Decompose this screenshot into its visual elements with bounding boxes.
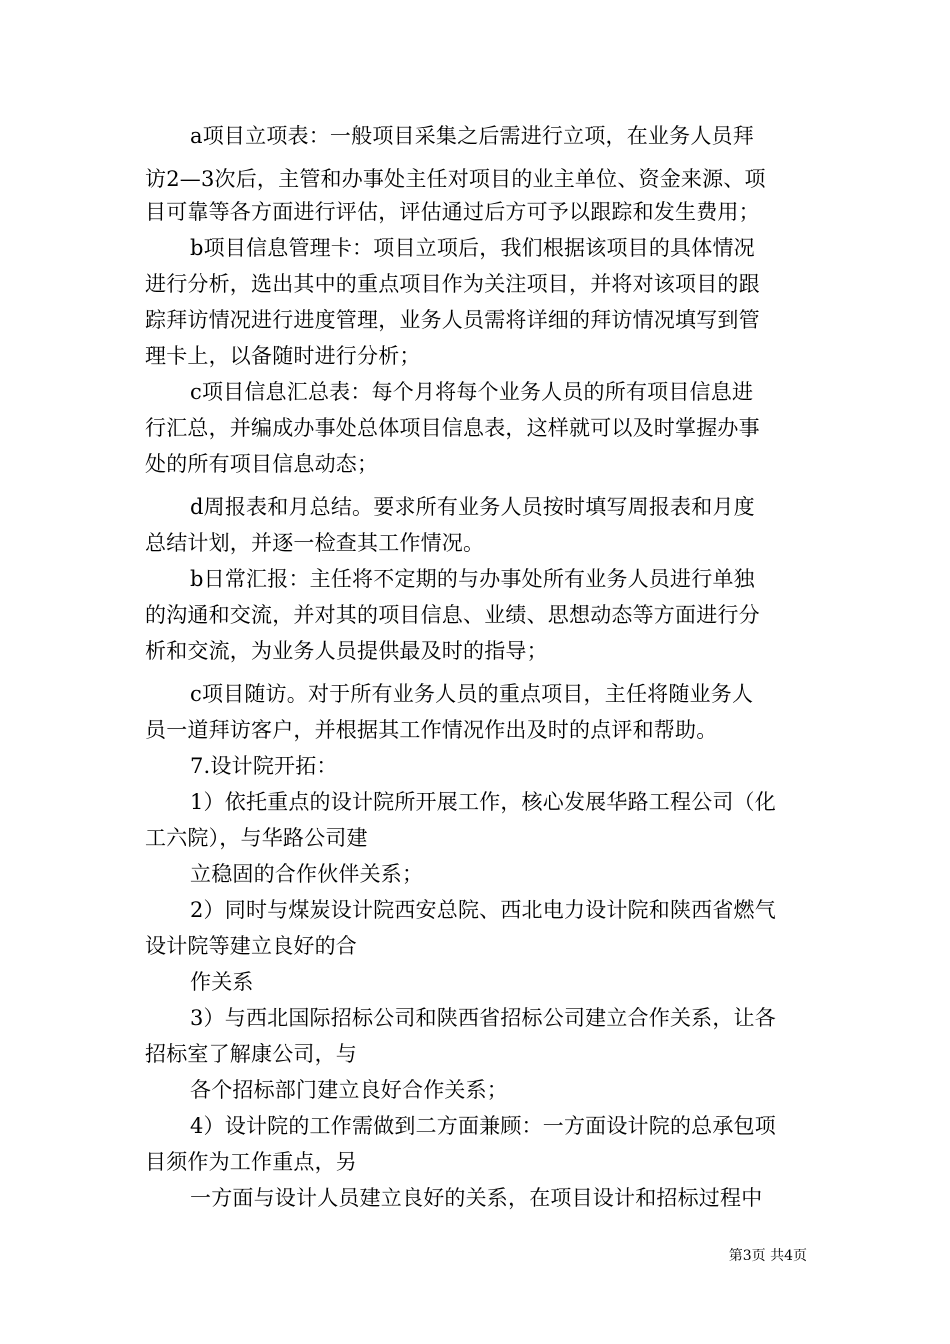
text-line-18: 7.设计院开拓： — [190, 754, 338, 778]
text-line-16: c项目随访。对于所有业务人员的重点项目，主任将随业务人 — [190, 682, 754, 706]
text-line-13: b日常汇报：主任将不定期的与办事处所有业务人员进行单独 — [190, 567, 755, 591]
text-line-19: 1）依托重点的设计院所开展工作，核心发展华路工程公司（化 — [190, 790, 776, 814]
text-line-2: 访2—3次后，主管和办事处主任对项目的业主单位、资金来源、项 — [145, 167, 766, 191]
text-line-6: 踪拜访情况进行进度管理，业务人员需将详细的拜访情况填写到管 — [145, 308, 760, 332]
text-line-9: 行汇总，并编成办事处总体项目信息表，这样就可以及时掌握办事 — [145, 416, 760, 440]
text-line-23: 设计院等建立良好的合 — [145, 934, 357, 958]
text-line-11: d周报表和月总结。要求所有业务人员按时填写周报表和月度 — [190, 495, 755, 519]
text-line-24: 作关系 — [190, 970, 254, 994]
text-line-28: 4）设计院的工作需做到二方面兼顾：一方面设计院的总承包项 — [190, 1114, 776, 1138]
text-line-7: 理卡上，以备随时进行分析； — [145, 344, 421, 368]
text-line-22: 2）同时与煤炭设计院西安总院、西北电力设计院和陕西省燃气 — [190, 898, 776, 922]
text-line-27: 各个招标部门建立良好合作关系； — [190, 1078, 508, 1102]
text-line-10: 处的所有项目信息动态； — [145, 452, 379, 476]
text-line-4: b项目信息管理卡：项目立项后，我们根据该项目的具体情况 — [190, 236, 755, 260]
text-line-21: 立稳固的合作伙伴关系； — [190, 862, 424, 886]
text-line-15: 析和交流，为业务人员提供最及时的指导； — [145, 639, 548, 663]
text-line-8: c项目信息汇总表：每个月将每个业务人员的所有项目信息进 — [190, 380, 754, 404]
text-line-25: 3）与西北国际招标公司和陕西省招标公司建立合作关系，让各 — [190, 1006, 776, 1030]
text-line-12: 总结计划，并逐一检查其工作情况。 — [145, 531, 485, 555]
text-line-26: 招标室了解康公司，与 — [145, 1042, 357, 1066]
text-line-30: 一方面与设计人员建立良好的关系，在项目设计和招标过程中 — [190, 1186, 763, 1210]
text-line-3: 目可靠等各方面进行评估，评估通过后方可予以跟踪和发生费用； — [145, 200, 760, 224]
page-number-footer: 第3页 共4页 — [728, 1248, 807, 1264]
text-line-17: 员一道拜访客户，并根据其工作情况作出及时的点评和帮助。 — [145, 718, 718, 742]
text-line-5: 进行分析，选出其中的重点项目作为关注项目，并将对该项目的跟 — [145, 272, 760, 296]
text-line-14: 的沟通和交流，并对其的项目信息、业绩、思想动态等方面进行分 — [145, 603, 760, 627]
text-line-29: 目须作为工作重点，另 — [145, 1150, 357, 1174]
text-line-1: a项目立项表：一般项目采集之后需进行立项，在业务人员拜 — [190, 124, 754, 148]
text-line-20: 工六院），与华路公司建 — [145, 826, 368, 850]
